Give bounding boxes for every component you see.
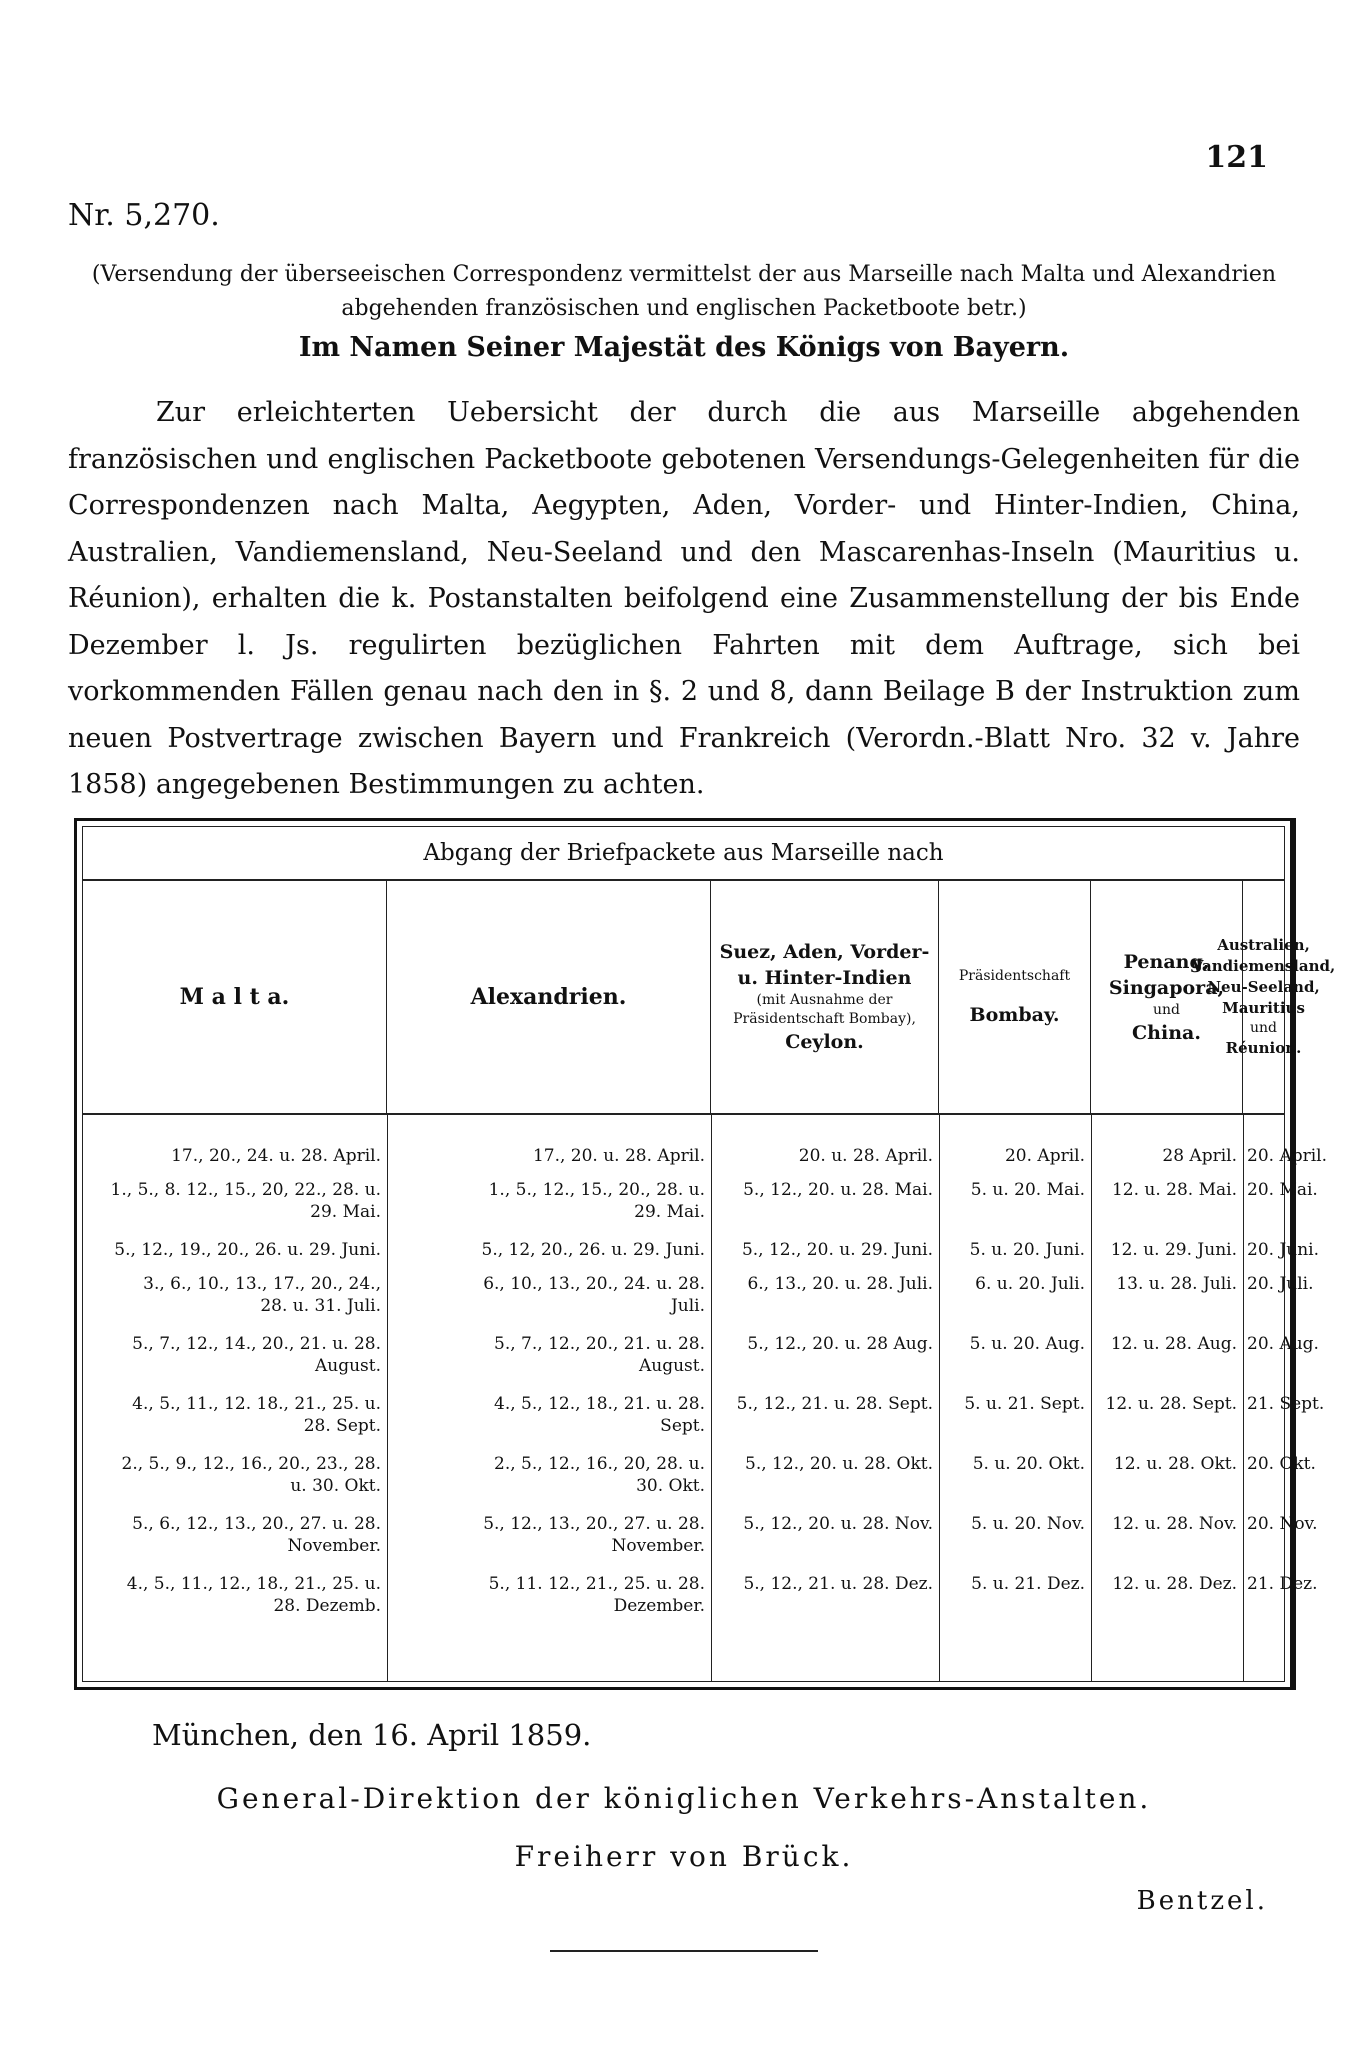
table-cell: 5., 12., 21. u. 28. Dez. bbox=[743, 1574, 933, 1594]
table-cell: 1., 5., 8. 12., 15., 20, 22., 28. u. 29. Mai. bbox=[110, 1180, 381, 1222]
col-head-suez-note: (mit Ausnahme der Präsidentschaft Bombay), bbox=[733, 992, 916, 1027]
issuing-authority: General-Direktion der königlichen Verkehrs-Anstalten. bbox=[216, 1782, 1152, 1815]
table-cell: 5. u. 20. Juni. bbox=[969, 1240, 1085, 1260]
table-cell: 5. u. 21. Dez. bbox=[971, 1574, 1085, 1594]
table-cell: 20. Nov. bbox=[1247, 1514, 1318, 1534]
table-cell: 20. Aug. bbox=[1247, 1334, 1319, 1354]
table-cell: 5., 12., 20. u. 28. Okt. bbox=[745, 1454, 933, 1474]
countersignatory: Bentzel. bbox=[1136, 1886, 1268, 1916]
closing-rule bbox=[550, 1950, 818, 1952]
table-cell: 20. Mai. bbox=[1247, 1180, 1318, 1200]
col-head-bombay-main: Bombay. bbox=[969, 1003, 1060, 1026]
document-heading: Im Namen Seiner Majestät des Königs von Bayern. bbox=[298, 332, 1070, 363]
table-cell: 20. Okt. bbox=[1247, 1454, 1316, 1474]
col-head-bombay-top: Präsidentschaft bbox=[958, 967, 1071, 984]
col-head-alexandria-label: Alexandrien. bbox=[470, 983, 627, 1010]
col-head-alexandria bbox=[387, 881, 711, 1113]
col-head-australia-und: und bbox=[1250, 1020, 1277, 1036]
body-paragraph: Zur erleichterten Uebersicht der durch die aus Marseille abgehenden französischen und englischen Packetboote gebotenen Versendungs-Gelegenheiten für die Correspondenzen nach Malta, Aegypten, Aden, Vorder- und Hinter-Indien, China, Australien, Vandiemensland, Neu-Seeland und den Mascarenhas-Inseln (Mauritius u. Réunion), erhalten die k. Postanstalten beifolgend eine Zusammenstellung der bis Ende Dezember l. Js. regulirten bezüglichen Fahrten mit dem Auftrage, sich bei vorkommenden Fällen genau nach den in §. 2 und 8, dann Beilage B der Instruktion zum neuen Postvertrage zwischen Bayern und Frankreich (Verordn.-Blatt Nro. 32 v. Jahre 1858) angegebenen Bestimmungen zu achten. bbox=[68, 397, 1300, 800]
table-cell: 20. u. 28. April. bbox=[798, 1146, 933, 1166]
table-cell: 5., 6., 12., 13., 20., 27. u. 28. November. bbox=[132, 1514, 381, 1556]
table-cell: 5., 12., 20. u. 28. Nov. bbox=[743, 1514, 933, 1534]
col-head-malta bbox=[83, 881, 387, 1113]
table-cell: 4., 5., 11., 12. 18., 21., 25. u. 28. Sept. bbox=[132, 1394, 381, 1436]
table-cell: 5., 12., 20. u. 28. Mai. bbox=[743, 1180, 933, 1200]
col-head-bombay bbox=[939, 881, 1091, 1113]
schedule-table bbox=[74, 818, 1336, 1690]
header-rule bbox=[83, 1113, 1284, 1115]
table-cell: 12. u. 28. Nov. bbox=[1112, 1514, 1237, 1534]
table-cell: 5. u. 21. Sept. bbox=[964, 1394, 1085, 1414]
document-subject: (Versendung der überseeischen Correspondenz vermittelst der aus Marseille nach Malta und Alexandrien abgehenden französischen und englischen Packetboote betr.) bbox=[91, 262, 1277, 321]
table-cell: 5., 7., 12., 14., 20., 21. u. 28. August. bbox=[132, 1334, 381, 1376]
col-head-suez-tail: Ceylon. bbox=[785, 1031, 864, 1053]
table-cell: 5., 12., 21. u. 28. Sept. bbox=[736, 1394, 933, 1414]
table-cell: 5. u. 20. Aug. bbox=[969, 1334, 1085, 1354]
table-cell: 20. April. bbox=[1004, 1146, 1085, 1166]
table-cell: 12. u. 28. Mai. bbox=[1111, 1180, 1237, 1200]
col-head-suez-main: Suez, Aden, Vorder- u. Hinter-Indien bbox=[719, 941, 930, 989]
table-cell: 12. u. 28. Dez. bbox=[1112, 1574, 1237, 1594]
body-text bbox=[68, 390, 1300, 809]
col-head-penang-main: Penang, Singapora, bbox=[1108, 950, 1225, 999]
table-cell: 1., 5., 12., 15., 20., 28. u. 29. Mai. bbox=[488, 1180, 705, 1222]
table-cell: 20. April. bbox=[1247, 1146, 1328, 1166]
table-cell: 5., 11. 12., 21., 25. u. 28. Dezember. bbox=[488, 1574, 705, 1616]
table-cell: 12. u. 28. Aug. bbox=[1110, 1334, 1237, 1354]
table-cell: 28 April. bbox=[1162, 1146, 1237, 1166]
table-cell: 5., 12., 20. u. 29. Juni. bbox=[741, 1240, 933, 1260]
table-cell: 5., 12, 20., 26. u. 29. Juni. bbox=[481, 1240, 705, 1260]
table-cell: 20. Juli. bbox=[1247, 1274, 1314, 1294]
table-cell: 2., 5., 12., 16., 20, 28. u. 30. Okt. bbox=[494, 1454, 705, 1496]
table-cell: 6., 10., 13., 20., 24. u. 28. Juli. bbox=[483, 1274, 705, 1316]
table-cell: 12. u. 28. Sept. bbox=[1105, 1394, 1237, 1414]
table-cell: 3., 6., 10., 13., 17., 20., 24., 28. u. 31. Juli. bbox=[143, 1274, 381, 1316]
table-cell: 5., 12., 20. u. 28 Aug. bbox=[747, 1334, 933, 1354]
table-cell: 5. u. 20. Mai. bbox=[970, 1180, 1085, 1200]
page-number: 121 bbox=[1205, 140, 1268, 175]
signatory: Freiherr von Brück. bbox=[514, 1840, 854, 1873]
table-cell: 5., 7., 12., 20., 21. u. 28. August. bbox=[494, 1334, 705, 1376]
table-cell: 4., 5., 12., 18., 21. u. 28. Sept. bbox=[494, 1394, 705, 1436]
col-head-australia-main: Australien, Vandiemensland, Neu-Seeland, Mauritius bbox=[1191, 936, 1336, 1017]
table-cell: 12. u. 28. Okt. bbox=[1113, 1454, 1237, 1474]
table-cell: 6., 13., 20. u. 28. Juli. bbox=[747, 1274, 933, 1294]
col-head-penang-und: und bbox=[1153, 1001, 1180, 1018]
col-head-australia-tail: Réunion. bbox=[1225, 1039, 1302, 1057]
schedule-table-inner bbox=[82, 826, 1336, 1682]
table-cell: 12. u. 29. Juni. bbox=[1110, 1240, 1237, 1260]
table-cell: 13. u. 28. Juli. bbox=[1116, 1274, 1237, 1294]
col-head-australia bbox=[1191, 881, 1336, 1113]
table-cell: 21. Sept. bbox=[1247, 1394, 1325, 1414]
document-number: Nr. 5,270. bbox=[68, 198, 220, 233]
table-cell: 5. u. 20. Nov. bbox=[971, 1514, 1085, 1534]
table-cell: 5., 12., 19., 20., 26. u. 29. Juni. bbox=[114, 1240, 381, 1260]
table-cell: 21. Dez. bbox=[1247, 1574, 1318, 1594]
col-head-penang-tail: China. bbox=[1132, 1021, 1201, 1044]
table-cell: 2., 5., 9., 12., 16., 20., 23., 28. u. 30. Okt. bbox=[121, 1454, 381, 1496]
table-cell: 5. u. 20. Okt. bbox=[972, 1454, 1085, 1474]
table-title: Abgang der Briefpackete aus Marseille nach bbox=[83, 827, 1284, 881]
table-cell: 6. u. 20. Juli. bbox=[975, 1274, 1085, 1294]
col-head-malta-label: M a l t a. bbox=[179, 983, 290, 1010]
col-head-suez bbox=[711, 881, 939, 1113]
table-cell: 4., 5., 11., 12., 18., 21., 25. u. 28. Dezemb. bbox=[126, 1574, 381, 1616]
table-cell: 17., 20. u. 28. April. bbox=[532, 1146, 705, 1166]
place-date: München, den 16. April 1859. bbox=[152, 1718, 592, 1752]
table-cell: 20. Juni. bbox=[1247, 1240, 1319, 1260]
table-cell: 17., 20., 24. u. 28. April. bbox=[171, 1146, 381, 1166]
table-cell: 5., 12., 13., 20., 27. u. 28. November. bbox=[483, 1514, 705, 1556]
